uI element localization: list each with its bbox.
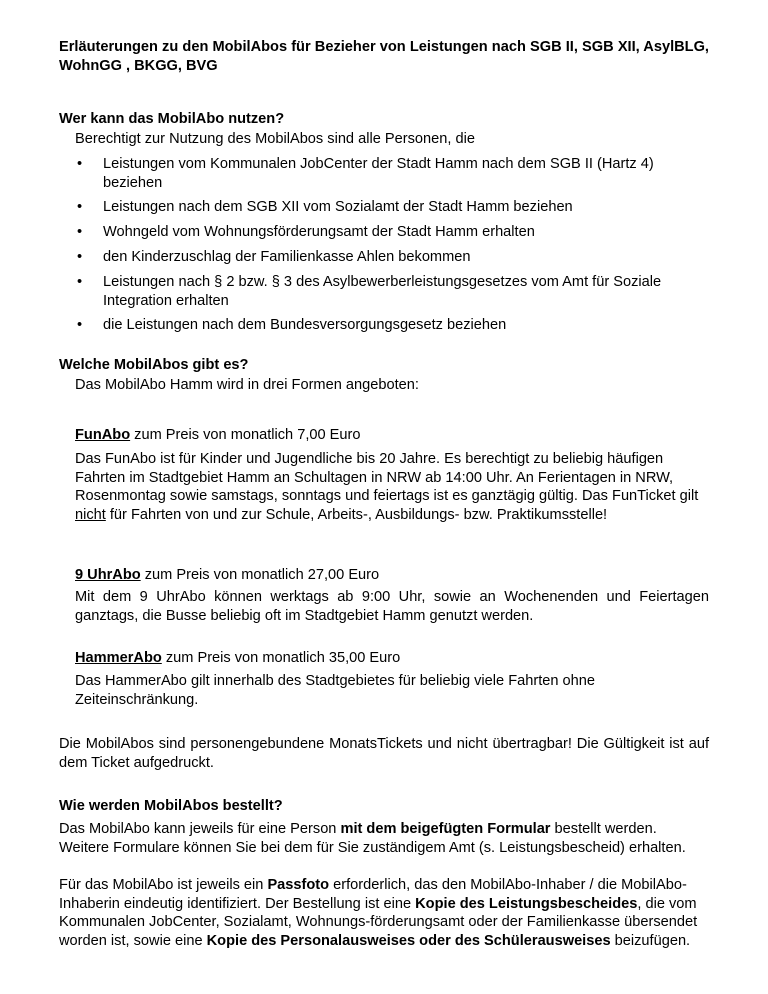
section-heading-which: Welche MobilAbos gibt es? xyxy=(59,357,249,373)
nineuhrabo-name: 9 UhrAbo xyxy=(75,567,141,583)
hammerabo-description: Das HammerAbo gilt innerhalb des Stadtgebietes für beliebig viele Fahrten ohne Zeiteinschränkung. xyxy=(75,673,596,708)
list-item: • Leistungen vom Kommunalen JobCenter der Stadt Hamm nach dem SGB II (Hartz 4) beziehen xyxy=(77,156,654,191)
section-intro-which: Das MobilAbo Hamm wird in drei Formen angeboten: xyxy=(75,377,419,393)
hammerabo-name: HammerAbo xyxy=(75,650,162,666)
funabo-name: FunAbo xyxy=(75,427,131,443)
hammerabo-title xyxy=(75,649,400,668)
section-intro-who: Berechtigt zur Nutzung des MobilAbos sind alle Personen, die xyxy=(75,131,475,147)
nineuhrabo-description: Mit dem 9 UhrAbo können werktags ab 9:00 Uhr, sowie an Wochenenden und Feiertagen ganztags, die Busse beliebig oft im Stadtgebiet Hamm genutzt werden. xyxy=(75,589,709,624)
list-item: • die Leistungen nach dem Bundesversorgungsgesetz beziehen xyxy=(77,317,507,333)
list-item: • Leistungen nach dem SGB XII vom Sozialamt der Stadt Hamm beziehen xyxy=(77,199,573,215)
funabo-description: Das FunAbo ist für Kinder und Jugendliche bis 20 Jahre. Es berechtigt zu beliebig häufigen Fahrten im Stadtgebiet Hamm an Schultagen in NRW ab 14:00 Uhr. An Ferientagen in NRW, Rosenmontag sowie samstags, sonntags und feiertags ist es ganztägig gültig. Das FunTicket gilt nicht für Fahrten von und zur Schule, Arbeits-, Ausbildungs- bzw. Praktikumsstelle! xyxy=(75,451,699,523)
order-paragraph-2: Für das MobilAbo ist jeweils ein Passfoto erforderlich, das den MobilAbo-Inhaber / die MobilAbo-Inhaberin eindeutig identifiziert. Der Bestellung ist eine Kopie des Leistungsbescheides, die vom Kommunalen JobCenter, Sozialamt, Wohnungs-förderungsamt oder der Familienkasse übersendet worden ist, sowie eine Kopie des Personalausweises oder des Schülerausweises beizufügen. xyxy=(59,877,698,949)
bullet-icon: • xyxy=(77,199,83,215)
order-paragraph-1: Das MobilAbo kann jeweils für eine Person mit dem beigefügten Formular bestellt werden. Weitere Formulare können Sie bei dem für Sie zuständigem Amt (s. Leistungsbescheid) erhalten. xyxy=(59,821,686,856)
document-title: Erläuterungen zu den MobilAbos für Bezieher von Leistungen nach SGB II, SGB XII, AsylBLG, WohnGG , BKGG, BVG xyxy=(59,39,709,74)
bullet-icon: • xyxy=(77,274,83,290)
bullet-icon: • xyxy=(77,249,83,265)
bullet-icon: • xyxy=(77,317,83,333)
nineuhrabo-title xyxy=(75,566,379,585)
section-heading-who: Wer kann das MobilAbo nutzen? xyxy=(59,111,285,127)
funabo-title xyxy=(75,426,361,445)
nineuhrabo-price: zum Preis von monatlich 27,00 Euro xyxy=(140,567,380,583)
eligibility-list xyxy=(75,155,709,336)
bullet-icon: • xyxy=(77,156,83,172)
mobilabo-note: Die MobilAbos sind personengebundene MonatsTickets und nicht übertragbar! Die Gültigkeit ist auf dem Ticket aufgedruckt. xyxy=(59,736,709,771)
hammerabo-price: zum Preis von monatlich 35,00 Euro xyxy=(161,650,401,666)
funabo-price: zum Preis von monatlich 7,00 Euro xyxy=(130,427,361,443)
list-item: • den Kinderzuschlag der Familienkasse Ahlen bekommen xyxy=(77,249,471,265)
list-item: • Leistungen nach § 2 bzw. § 3 des Asylbewerberleistungsgesetzes vom Amt für Soziale Integration erhalten xyxy=(77,274,662,309)
section-heading-order: Wie werden MobilAbos bestellt? xyxy=(59,798,283,814)
bullet-icon: • xyxy=(77,224,83,240)
list-item: • Wohngeld vom Wohnungsförderungsamt der Stadt Hamm erhalten xyxy=(77,224,535,240)
